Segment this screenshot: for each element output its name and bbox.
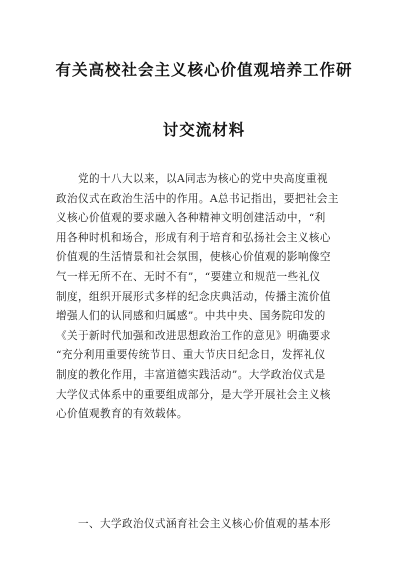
paragraph-line: 气一样无所不在、无时不有”，“要建立和规范一些礼仪 [56, 270, 321, 283]
paragraph-line: 心价值观教育的有效载体。 [56, 408, 188, 421]
paragraph-line: 大学仪式体系中的重要组成部分，是大学开展社会主义核 [56, 388, 331, 401]
section-heading [56, 515, 356, 535]
paragraph-line: 增强人们的认同感和归属感”。中共中央、国务院印发的 [56, 310, 326, 323]
document-title-line-2: 讨交流材料 [162, 121, 246, 139]
paragraph-line: “充分利用重要传统节日、重大节庆日纪念日，发挥礼仪 [56, 349, 326, 362]
paragraph-line: 党的十八大以来，以A同志为核心的党中央高度重视 [78, 173, 328, 185]
paragraph-line: 价值观的生活情景和社会氛围，使核心价值观的影响像空 [56, 251, 331, 264]
document-paragraph [56, 170, 356, 425]
section-heading-text: 一、大学政治仪式涵育社会主义核心价值观的基本形 [78, 518, 331, 530]
paragraph-line: 《关于新时代加强和改进思想政治工作的意见》明确要求 [56, 329, 331, 342]
paragraph-line: 制度的教化作用，丰富道德实践活动”。大学政治仪式是 [56, 368, 326, 381]
paragraph-line: 义核心价值观的要求融入各种精神文明创建活动中，“利 [56, 212, 326, 225]
document-title-line-1: 有关高校社会主义核心价值观培养工作研 [55, 61, 353, 79]
paragraph-line: 用各种时机和场合，形成有利于培育和弘扬社会主义核心 [56, 231, 331, 244]
paragraph-line: 政治仪式在政治生活中的作用。A总书记指出，要把社会主 [56, 192, 339, 205]
paragraph-line: 制度，组织开展形式多样的纪念庆典活动，传播主流价值 [56, 290, 331, 303]
